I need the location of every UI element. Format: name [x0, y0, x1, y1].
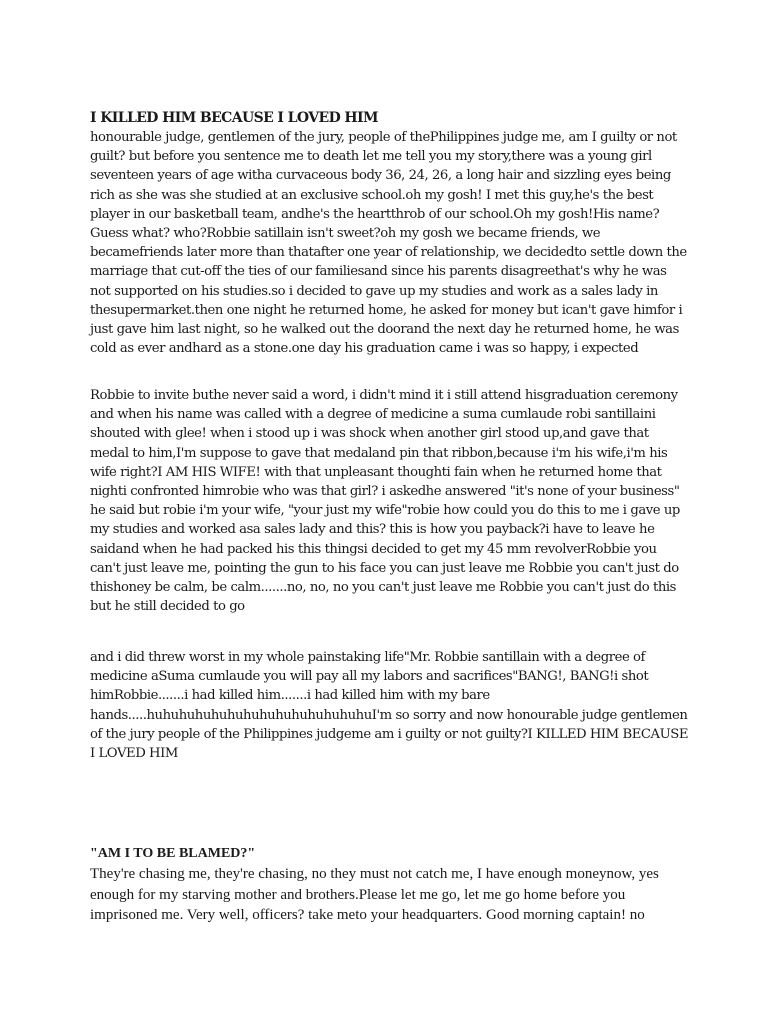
story-paragraph-2: Robbie to invite buthe never said a word, i didn't mind it i still attend hisgraduation ceremony and when his name was called with a degree of medicine a suma cumlaude robi santillaini shouted with glee! when i stood up i was shock when another girl stood up,and gave that medal to him,I'm suppose to gave that medaland pin that ribbon,because i'm his wife,i'm his wife right?I AM HIS WIFE! with that unpleasant thoughti fain when he returned home that nighti confronted himrobie who was that girl? i askedhe answered "it's none of your business" he said but robie i'm your wife, "your just my wife"robie how could you do this to me i gave up my studies and worked asa sales lady and this? this is how you payback?i have to leave he saidand when he had packed his this thingsi decided to get my 45 mm revolverRobbie you can't just leave me, pointing the gun to his face you can just leave me Robbie you can't just do thishoney be calm, be calm.......no, no, no you can't just leave me Robbie you can't just do this but he still decided to go	[90, 388, 680, 615]
story-title: I KILLED HIM BECAUSE I LOVED HIM	[90, 110, 378, 126]
story-title: "AM I TO BE BLAMED?"	[90, 846, 256, 861]
story-paragraph-3: and i did threw worst in my whole painstaking life"Mr. Robbie santillain with a degree of medicine aSuma cumlaude you will pay all my labors and sacrifices"BANG!, BANG!i shot himRobbie.......i had killed him.......i had killed him with my bare hands.....huhuhuhuhuhuhuhuhuhuhuhuhuhuI'm so sorry and now honourable judge gentlemen of the jury people of the Philippines judgeme am i guilty or not guilty?I KILLED HIM BECAUSE I LOVED HIM	[90, 650, 689, 762]
story-killed-him-continued	[90, 386, 690, 616]
story-killed-him	[90, 108, 690, 358]
story-am-i-to-be-blamed	[90, 844, 690, 926]
story-paragraph-1: They're chasing me, they're chasing, no they must not catch me, I have enough moneynow, yes enough for my starving mother and brothers.Please let me go, let me go home before you imprisoned me. Very well, officers? take meto your headquarters. Good morning captain! no	[90, 866, 659, 923]
story-paragraph-1: honourable judge, gentlemen of the jury, people of thePhilippines judge me, am I guilty or not guilt? but before you sentence me to death let me tell you my story,there was a young girl seventeen years of age witha curvaceous body 36, 24, 26, a long hair and sizzling eyes being rich as she was she studied at an exclusive school.oh my gosh! I met this guy,he's the best player in our basketball team, andhe's the heartthrob of our school.Oh my gosh!His name? Guess what? who?Robbie satillain isn't sweet?oh my gosh we became friends, we becamefriends later more than thatafter one year of relationship, we decidedto settle down the marriage that cut-off the ties of our familiesand since his parents disagreethat's why he was not supported on his studies.so i decided to gave up my studies and work as a sales lady in thesupermarket.then one night he returned home, he asked for money but ican't gave himfor i just gave him last night, so he walked out the doorand the next day he returned home, he was cold as ever andhard as a stone.one day his graduation came i was so happy, i expected	[90, 130, 687, 357]
story-killed-him-ending	[90, 648, 690, 763]
